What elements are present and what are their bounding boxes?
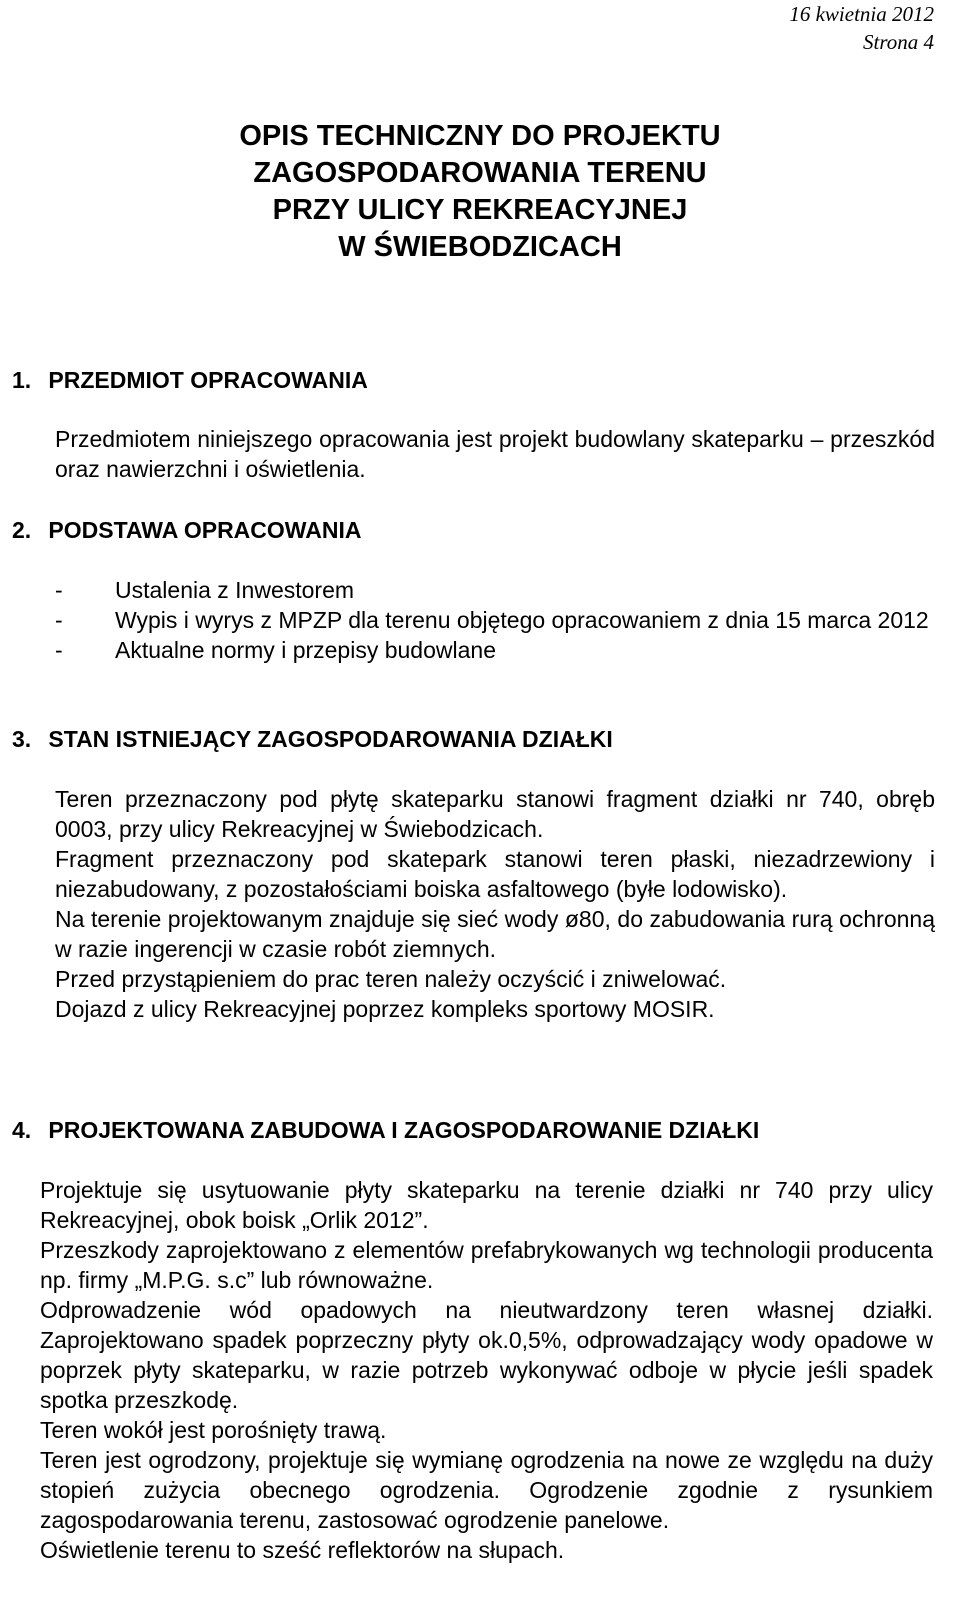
page-header [789, 0, 934, 56]
section-number: 4. [12, 1117, 32, 1143]
section-heading-3 [12, 724, 613, 754]
section-heading-4 [12, 1115, 759, 1145]
paragraph: Teren przeznaczony pod płytę skateparku stanowi fragment działki nr 740, obręb 0003, przy ulicy Rekreacyjnej w Świebodzicach. [55, 786, 935, 842]
section-title: PODSTAWA OPRACOWANIA [48, 517, 362, 543]
paragraph: Odprowadzenie wód opadowych na nieutwardzony teren własnej działki. Zaprojektowano spadek poprzeczny płyty ok.0,5%, odprowadzający wody opadowe w poprzek płyty skateparku, w razie potrzeb wykonywać odboje w płycie jeśli spadek spotka przeszkodę. [40, 1297, 933, 1413]
header-date: 16 kwietnia 2012 [789, 2, 934, 26]
title-line: W ŚWIEBODZICACH [338, 231, 622, 263]
paragraph: Oświetlenie terenu to sześć reflektorów na słupach. [40, 1537, 565, 1563]
header-page-number: Strona 4 [863, 30, 934, 54]
paragraph: Przedmiotem niniejszego opracowania jest projekt budowlany skateparku – przeszkód oraz nawierzchni i oświetlenia. [55, 426, 935, 482]
paragraph: Dojazd z ulicy Rekreacyjnej poprzez kompleks sportowy MOSIR. [55, 996, 715, 1022]
section-number: 2. [12, 517, 32, 543]
section-number: 3. [12, 726, 32, 752]
document-title [0, 118, 960, 266]
section-heading-1 [12, 365, 368, 395]
paragraph: Przed przystąpieniem do prac teren należy oczyścić i zniwelować. [55, 966, 727, 992]
section-title: STAN ISTNIEJĄCY ZAGOSPODAROWANIA DZIAŁKI [48, 726, 613, 752]
section-body-1 [55, 424, 935, 484]
paragraph: Teren wokół jest porośnięty trawą. [40, 1417, 387, 1443]
section-title: PRZEDMIOT OPRACOWANIA [48, 367, 368, 393]
list-item: - Wypis i wyrys z MPZP dla terenu objętego opracowaniem z dnia 15 marca 2012 [55, 607, 929, 633]
section-title: PROJEKTOWANA ZABUDOWA I ZAGOSPODAROWANIE DZIAŁKI [48, 1117, 760, 1143]
section-heading-2 [12, 515, 361, 545]
title-line: OPIS TECHNICZNY DO PROJEKTU [239, 120, 721, 152]
list-item: - Ustalenia z Inwestorem [55, 577, 355, 603]
paragraph: Projektuje się usytuowanie płyty skateparku na terenie działki nr 740 przy ulicy Rekreacyjnej, obok boisk „Orlik 2012”. [40, 1177, 933, 1233]
section-list-2 [55, 575, 935, 665]
section-body-4 [40, 1175, 933, 1565]
section-body-3 [55, 784, 935, 1024]
paragraph: Na terenie projektowanym znajduje się sieć wody ø80, do zabudowania rurą ochronną w razie ingerencji w czasie robót ziemnych. [55, 906, 935, 962]
title-line: PRZY ULICY REKREACYJNEJ [272, 194, 688, 226]
list-item: - Aktualne normy i przepisy budowlane [55, 637, 496, 663]
paragraph: Fragment przeznaczony pod skatepark stanowi teren płaski, niezadrzewiony i niezabudowany, z pozostałościami boiska asfaltowego (byłe lodowisko). [55, 846, 935, 902]
paragraph: Przeszkody zaprojektowano z elementów prefabrykowanych wg technologii producenta np. firmy „M.P.G. s.c” lub równoważne. [40, 1237, 933, 1293]
title-line: ZAGOSPODAROWANIA TERENU [253, 157, 707, 189]
paragraph: Teren jest ogrodzony, projektuje się wymianę ogrodzenia na nowe ze względu na duży stopień zużycia obecnego ogrodzenia. Ogrodzenie zgodnie z rysunkiem zagospodarowania terenu, zastosować ogrodzenie panelowe. [40, 1447, 933, 1533]
section-number: 1. [12, 367, 32, 393]
